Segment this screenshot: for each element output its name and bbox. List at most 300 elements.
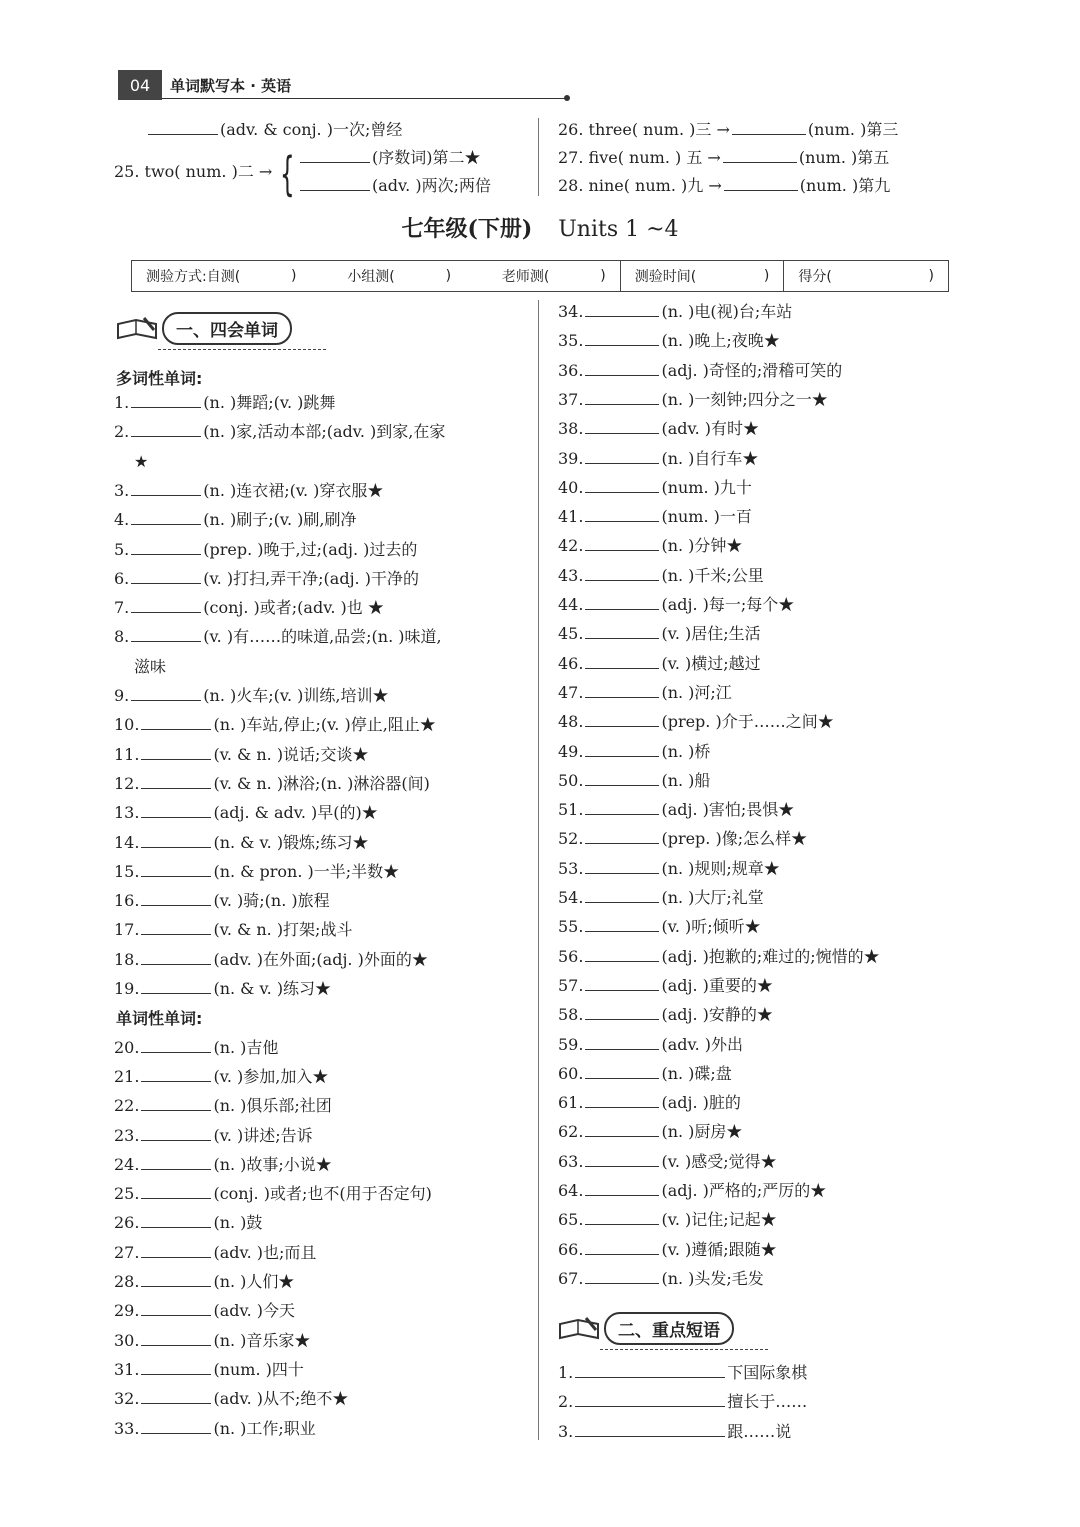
answer-blank[interactable] — [585, 683, 659, 698]
answer-blank[interactable] — [141, 862, 211, 877]
answer-blank[interactable] — [585, 1064, 659, 1079]
item-text: (v. )参加,加入★ — [213, 1066, 329, 1086]
top-column-divider — [538, 118, 539, 196]
answer-blank[interactable] — [585, 536, 659, 551]
list-item — [558, 419, 759, 439]
answer-blank[interactable] — [131, 510, 201, 525]
list-item — [558, 947, 880, 967]
item-text: (adj. )抱歉的;难过的;惋惜的★ — [661, 946, 880, 966]
item-number: 37. — [558, 389, 584, 409]
answer-blank[interactable] — [585, 654, 659, 669]
answer-blank[interactable] — [575, 1363, 725, 1378]
item-number: 33. — [114, 1418, 140, 1438]
item-text: (v. )横过;越过 — [661, 653, 761, 673]
book-title: 单词默写本 · 英语 — [170, 77, 292, 95]
item-number: 35. — [558, 331, 584, 351]
item-text: (n. & pron. )一半;半数★ — [213, 861, 400, 881]
item-number: 8. — [114, 627, 130, 647]
brace-icon: { — [280, 147, 295, 201]
item-text: (n. )自行车★ — [661, 448, 759, 468]
item-number: 43. — [558, 565, 584, 585]
item-number: 1. — [558, 1363, 574, 1382]
answer-blank[interactable] — [141, 803, 211, 818]
item-number: 61. — [558, 1093, 584, 1113]
item-text: (n. )故事;小说★ — [213, 1154, 332, 1174]
item-text: (num. )四十 — [213, 1359, 304, 1379]
item-number: 23. — [114, 1125, 140, 1145]
answer-blank[interactable] — [585, 419, 659, 434]
answer-blank[interactable] — [585, 566, 659, 581]
part2-label: 二、重点短语 — [604, 1312, 734, 1345]
answer-blank[interactable] — [141, 833, 211, 848]
answer-blank[interactable] — [141, 1419, 211, 1434]
item-number: 19. — [114, 979, 140, 998]
item-text: (prep. )像;怎么样★ — [661, 829, 808, 849]
item-number: 24. — [114, 1154, 140, 1174]
list-item — [114, 891, 330, 911]
list-item — [114, 862, 399, 882]
item-number: 4. — [114, 510, 130, 530]
list-item — [558, 800, 794, 820]
answer-blank[interactable] — [585, 1093, 659, 1108]
item-text: (adj. )每一;每个★ — [661, 595, 795, 614]
list-item — [558, 566, 764, 586]
answer-blank[interactable] — [141, 745, 211, 760]
answer-blank[interactable] — [141, 1243, 211, 1258]
item-number: 7. — [114, 598, 130, 618]
list-item — [558, 1210, 777, 1230]
header-dot — [564, 95, 570, 101]
item-text: (n. )分钟★ — [661, 536, 743, 556]
item-text: (v. )听;倾听★ — [661, 917, 761, 937]
answer-blank[interactable] — [585, 1210, 659, 1225]
answer-blank[interactable] — [575, 1392, 725, 1407]
item-number: 5. — [114, 539, 130, 559]
item-text: (n. )头发;毛发 — [661, 1268, 764, 1288]
answer-blank[interactable] — [585, 595, 659, 610]
answer-blank[interactable] — [131, 686, 201, 701]
item-text: (v. )讲述;告诉 — [213, 1125, 313, 1145]
answer-blank[interactable] — [585, 507, 659, 522]
answer-blank[interactable] — [585, 331, 659, 346]
list-item — [114, 686, 389, 706]
item-text: (adv. )在外面;(adj. )外面的★ — [213, 949, 428, 969]
list-item — [558, 595, 794, 615]
item-number: 13. — [114, 803, 140, 823]
list-item — [114, 1331, 310, 1351]
item-number: 57. — [558, 975, 584, 995]
item-number: 48. — [558, 712, 584, 732]
list-item — [558, 654, 761, 674]
list-item — [558, 771, 710, 791]
answer-blank[interactable] — [141, 715, 211, 730]
item-number: 59. — [558, 1034, 584, 1054]
item-text: (adv. )也;而且 — [213, 1242, 317, 1262]
list-item — [558, 1422, 791, 1442]
item-number: 36. — [558, 360, 584, 380]
list-item — [558, 1269, 764, 1289]
item-number: 50. — [558, 770, 584, 790]
list-item — [558, 390, 828, 410]
answer-blank[interactable] — [141, 774, 211, 789]
answer-blank[interactable] — [141, 1213, 211, 1228]
list-item — [114, 627, 442, 647]
item-text: (n. )工作;职业 — [213, 1418, 316, 1438]
item-text: (v. )记住;记起★ — [661, 1210, 777, 1230]
answer-blank[interactable] — [585, 947, 659, 962]
item-text: (n. )碟;盘 — [661, 1063, 732, 1083]
item-text: (n. )船 — [661, 770, 711, 790]
item-number: 18. — [114, 949, 140, 969]
item-text: (v. )打扫,弄干净;(adj. )干净的 — [203, 568, 419, 588]
item-number: 31. — [114, 1359, 140, 1379]
item-number: 62. — [558, 1122, 584, 1142]
item-text: (n. & v. )练习★ — [213, 979, 332, 998]
item-text: (n. )鼓 — [213, 1213, 263, 1233]
item-text: (n. )车站,停止;(v. )停止,阻止★ — [213, 715, 436, 735]
list-item — [114, 920, 352, 940]
top-line-once: (adv. & conj. )一次;曾经 — [146, 120, 402, 140]
list-item — [134, 452, 148, 472]
item-number: 38. — [558, 419, 584, 439]
list-item — [558, 742, 710, 762]
item-text: (adv. )从不;绝不★ — [213, 1389, 349, 1409]
list-item — [114, 540, 417, 560]
list-item — [558, 1181, 826, 1201]
item-number: 3. — [114, 480, 130, 500]
answer-blank[interactable] — [585, 917, 659, 932]
answer-blank[interactable] — [141, 1067, 211, 1082]
list-item — [114, 1272, 294, 1292]
item-text: (adv. )有时★ — [661, 419, 760, 439]
answer-blank[interactable] — [585, 1152, 659, 1167]
list-item — [558, 829, 807, 849]
answer-blank[interactable] — [724, 176, 798, 191]
list-item — [558, 331, 780, 351]
item-number: 39. — [558, 448, 584, 468]
answer-blank[interactable] — [585, 1005, 659, 1020]
top-item-25: 25. two( num. )二 → — [114, 162, 273, 181]
part2-dash — [600, 1349, 768, 1350]
answer-blank[interactable] — [131, 481, 201, 496]
test-time-cell: 测验时间( ) — [621, 261, 785, 291]
answer-blank[interactable] — [585, 390, 659, 405]
item-text: (prep. )晚于,过;(adj. )过去的 — [203, 539, 418, 559]
list-item — [558, 888, 764, 908]
item-text: (n. )厨房★ — [661, 1122, 743, 1142]
top-item-25b: (adv. )两次;两倍 — [298, 176, 491, 196]
answer-blank[interactable] — [575, 1422, 725, 1437]
item-text: (conj. )或者;(adv. )也 ★ — [203, 598, 384, 618]
answer-blank[interactable] — [141, 1038, 211, 1053]
answer-blank[interactable] — [131, 627, 201, 642]
item-number: 40. — [558, 477, 584, 497]
answer-blank[interactable] — [141, 920, 211, 935]
answer-blank[interactable] — [585, 478, 659, 493]
item-text: (adj. )重要的★ — [661, 975, 773, 995]
page-header — [118, 70, 570, 100]
list-item — [134, 657, 166, 677]
item-text: (n. )舞蹈;(v. )跳舞 — [203, 393, 336, 412]
item-number: 66. — [558, 1239, 584, 1259]
book-pen-icon — [558, 1316, 600, 1342]
item-number: 1. — [114, 393, 130, 412]
list-item — [558, 361, 842, 381]
list-item — [558, 1005, 773, 1025]
list-item — [558, 917, 761, 937]
answer-blank[interactable] — [141, 1389, 211, 1404]
item-text: (adv. )外出 — [661, 1034, 744, 1054]
item-text: (v. )居住;生活 — [661, 624, 761, 644]
answer-blank[interactable] — [585, 624, 659, 639]
part2-badge — [558, 1312, 734, 1345]
top-item-28: 28. nine( num. )九 → (num. )第九 — [558, 176, 891, 195]
top-item-26: 26. three( num. )三 → (num. )第三 — [558, 120, 899, 139]
answer-blank[interactable] — [131, 393, 201, 408]
answer-blank[interactable] — [585, 1035, 659, 1050]
answer-blank[interactable] — [141, 1360, 211, 1375]
answer-blank[interactable] — [141, 950, 211, 965]
answer-blank[interactable] — [300, 148, 370, 163]
list-item — [114, 745, 368, 765]
item-text: 下国际象棋 — [727, 1363, 808, 1382]
item-text: (num. )一百 — [661, 507, 752, 527]
item-number: 67. — [558, 1268, 584, 1288]
item-text: (n. )火车;(v. )训练,培训★ — [203, 686, 389, 705]
item-text: (n. )大厅;礼堂 — [661, 888, 764, 907]
item-number: 22. — [114, 1096, 140, 1116]
item-text: (v. )有……的味道,品尝;(n. )味道, — [203, 627, 442, 647]
item-number: 21. — [114, 1066, 140, 1086]
item-text: (v. )感受;觉得★ — [661, 1151, 777, 1171]
item-text: (adj. )脏的 — [661, 1093, 741, 1113]
list-item — [114, 979, 331, 999]
list-item — [558, 624, 761, 644]
list-item — [114, 1038, 278, 1058]
part1-label: 一、四会单词 — [162, 312, 292, 345]
answer-blank[interactable] — [585, 829, 659, 844]
list-item — [114, 1243, 316, 1263]
list-item — [558, 859, 780, 879]
part1-dash — [158, 349, 326, 350]
answer-blank[interactable] — [585, 712, 659, 727]
test-mode-cell: 测验方式:自测( ) 小组测( ) 老师测( ) — [132, 261, 621, 291]
item-text: (v. )遵循;跟随★ — [661, 1239, 777, 1259]
item-text: (n. )刷子;(v. )刷,刷净 — [203, 510, 357, 530]
answer-blank[interactable] — [141, 891, 211, 906]
list-item — [558, 1152, 777, 1172]
answer-blank[interactable] — [131, 598, 201, 613]
item-number: 17. — [114, 920, 140, 940]
answer-blank[interactable] — [141, 1155, 211, 1170]
item-number: 56. — [558, 946, 584, 966]
list-item — [558, 1392, 807, 1412]
item-number: 12. — [114, 773, 140, 793]
item-text: (n. )连衣裙;(v. )穿衣服★ — [203, 480, 384, 500]
answer-blank[interactable] — [141, 1331, 211, 1346]
answer-blank[interactable] — [585, 361, 659, 376]
item-text: (n. )电(视)台;车站 — [661, 302, 793, 321]
list-item — [114, 1389, 348, 1409]
list-item — [114, 715, 436, 735]
list-item — [558, 712, 834, 732]
list-item — [114, 393, 335, 413]
answer-blank[interactable] — [585, 1269, 659, 1284]
list-item — [558, 478, 752, 498]
top-item-25a: (序数词)第二★ — [298, 148, 481, 168]
answer-blank[interactable] — [131, 540, 201, 555]
answer-blank[interactable] — [585, 1122, 659, 1137]
answer-blank[interactable] — [141, 1301, 211, 1316]
item-text: (n. )一刻钟;四分之一★ — [661, 389, 828, 409]
item-number: 9. — [114, 686, 130, 705]
answer-blank[interactable] — [141, 979, 211, 994]
list-item — [558, 1035, 743, 1055]
item-text: (n. )规则;规章★ — [661, 858, 780, 878]
section-title: 七年级(下册) Units 1 ~4 — [401, 216, 679, 242]
item-text: (conj. )或者;也不(用于否定句) — [213, 1184, 432, 1204]
item-number: 55. — [558, 917, 584, 937]
item-number: 64. — [558, 1181, 584, 1200]
answer-blank[interactable] — [585, 1181, 659, 1196]
list-item — [114, 774, 430, 794]
item-text: (v. & n. )打架;战斗 — [213, 920, 353, 940]
item-text: (adj. )安静的★ — [661, 1005, 773, 1025]
answer-blank[interactable] — [141, 1126, 211, 1141]
item-number: 15. — [114, 861, 140, 881]
list-item — [558, 1064, 732, 1084]
list-item — [114, 1360, 304, 1380]
item-text: (n. )家,活动本部;(adv. )到家,在家 — [203, 422, 446, 442]
answer-blank[interactable] — [585, 859, 659, 874]
item-text: (n. )河;江 — [661, 682, 732, 702]
list-item — [114, 510, 357, 530]
list-item — [114, 833, 368, 853]
top-item-27: 27. five( num. ) 五 → (num. )第五 — [558, 148, 890, 167]
answer-blank[interactable] — [585, 888, 659, 903]
item-number: 25. — [114, 1184, 140, 1204]
item-text: (adj. & adv. )早(的)★ — [213, 803, 378, 823]
single-pos-label: 单词性单词: — [116, 1009, 203, 1028]
item-number: 44. — [558, 595, 584, 614]
item-number: 29. — [114, 1301, 140, 1321]
list-item — [114, 1184, 432, 1204]
item-number: 30. — [114, 1330, 140, 1350]
item-number: 10. — [114, 715, 140, 735]
answer-blank[interactable] — [585, 771, 659, 786]
list-item — [558, 1122, 742, 1142]
answer-blank[interactable] — [131, 569, 201, 584]
item-text: (n. )人们★ — [213, 1272, 295, 1291]
item-number: 60. — [558, 1063, 584, 1083]
item-number: 28. — [114, 1272, 140, 1291]
list-item — [114, 1155, 332, 1175]
list-item — [114, 569, 419, 589]
item-text: (n. )俱乐部;社团 — [213, 1096, 332, 1116]
list-item — [558, 683, 732, 703]
answer-blank[interactable] — [723, 148, 797, 163]
item-number: 20. — [114, 1037, 140, 1057]
header-rule — [162, 98, 568, 99]
item-number: 27. — [114, 1242, 140, 1262]
item-number: 53. — [558, 858, 584, 878]
answer-blank[interactable] — [585, 800, 659, 815]
list-item — [114, 803, 378, 823]
item-text: 擅长于…… — [727, 1392, 808, 1412]
part1-badge — [116, 312, 292, 345]
item-number: 26. — [114, 1213, 140, 1233]
answer-blank[interactable] — [141, 1272, 211, 1287]
test-info-table — [131, 260, 949, 292]
item-text: 滋味 — [134, 656, 167, 676]
list-item — [558, 302, 792, 322]
list-item — [114, 1419, 316, 1439]
multi-pos-label: 多词性单词: — [116, 369, 203, 388]
item-text: (adj. )奇怪的;滑稽可笑的 — [661, 360, 843, 380]
item-number: 65. — [558, 1210, 584, 1230]
answer-blank[interactable] — [585, 742, 659, 757]
answer-blank[interactable] — [148, 120, 218, 135]
item-text: (n. & v. )锻炼;练习★ — [213, 832, 369, 852]
list-item — [558, 976, 773, 996]
list-item — [558, 1363, 807, 1383]
item-number: 3. — [558, 1421, 574, 1441]
list-item — [114, 1067, 328, 1087]
main-column-divider — [538, 300, 539, 1440]
list-item — [114, 1213, 262, 1233]
item-number: 49. — [558, 741, 584, 761]
item-number: 2. — [558, 1392, 574, 1412]
item-number: 34. — [558, 302, 584, 321]
item-text: (n. )千米;公里 — [661, 565, 764, 585]
answer-blank[interactable] — [300, 176, 370, 191]
item-number: 2. — [114, 422, 130, 442]
book-pen-icon — [116, 316, 158, 342]
answer-blank[interactable] — [131, 422, 201, 437]
list-item — [558, 1240, 777, 1260]
answer-blank[interactable] — [732, 120, 806, 135]
item-text: (n. )吉他 — [213, 1037, 279, 1057]
item-text: (n. )桥 — [661, 741, 711, 761]
answer-blank[interactable] — [141, 1184, 211, 1199]
answer-blank[interactable] — [585, 976, 659, 991]
list-item — [114, 481, 383, 501]
item-number: 32. — [114, 1389, 140, 1409]
item-number: 47. — [558, 682, 584, 702]
item-number: 63. — [558, 1151, 584, 1171]
item-text: (n. )音乐家★ — [213, 1330, 311, 1350]
item-text: (v. )骑;(n. )旅程 — [213, 891, 330, 911]
page-number: 04 — [118, 70, 162, 100]
item-text: (adj. )害怕;畏惧★ — [661, 800, 795, 820]
score-cell: 得分( ) — [798, 268, 934, 285]
item-text: ★ — [134, 451, 149, 471]
list-item — [114, 1096, 332, 1116]
answer-blank[interactable] — [585, 1240, 659, 1255]
list-item — [114, 1126, 313, 1146]
item-number: 52. — [558, 829, 584, 849]
list-item — [114, 950, 428, 970]
item-text: (prep. )介于……之间★ — [661, 712, 834, 732]
item-number: 42. — [558, 536, 584, 556]
answer-blank[interactable] — [585, 302, 659, 317]
answer-blank[interactable] — [585, 449, 659, 464]
item-text: (n. )晚上;夜晚★ — [661, 331, 780, 351]
list-item — [114, 1301, 295, 1321]
list-item — [558, 536, 742, 556]
answer-blank[interactable] — [141, 1096, 211, 1111]
item-number: 41. — [558, 507, 584, 527]
